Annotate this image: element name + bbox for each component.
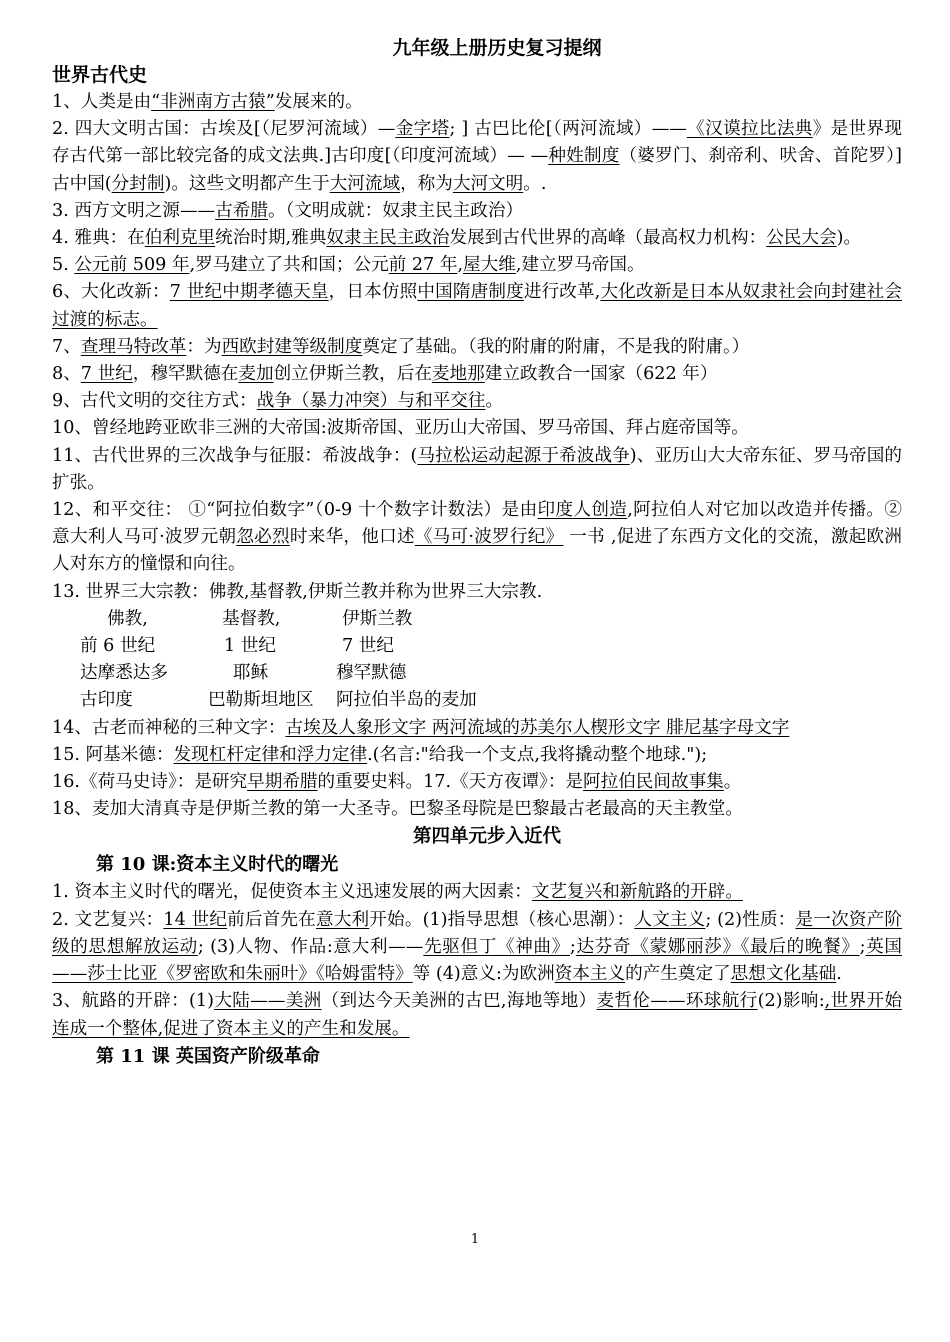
text-run: 。.: [523, 173, 547, 194]
list-item: [52, 497, 902, 579]
text-run: 7、: [52, 336, 81, 357]
text-run: 6、大化改新：: [52, 282, 170, 303]
underlined-text: 大陆——美洲: [213, 991, 322, 1012]
underlined-text: 古希腊: [215, 200, 268, 221]
underlined-text: 忽必烈: [236, 527, 290, 548]
list-item: [52, 116, 902, 198]
lesson-11-heading: 第 11 课 英国资产阶级革命: [96, 1045, 320, 1067]
underlined-text: 14 世纪: [163, 909, 228, 930]
text-run: ，称为: [400, 173, 453, 194]
text-run: 开始。(1)指导思想（核心思潮）：: [369, 909, 635, 930]
list-item: [52, 361, 902, 388]
text-run: 。（文明成就：奴隶主民主政治）: [267, 200, 524, 221]
text-run: ,罗马建立了共和国；公元: [189, 255, 389, 276]
list-item: [52, 443, 902, 497]
text-run: 9、古代文明的交往方式：: [52, 391, 257, 412]
underlined-text: 大河文明: [452, 173, 524, 194]
underlined-text: 屋大维: [463, 255, 516, 276]
text-run: 奠定了基础。（我的附庸的附庸，不是我的附庸。）: [362, 336, 750, 357]
text-run: ，日本仿照: [328, 282, 418, 303]
text-run: (2)影响:: [757, 991, 825, 1012]
underlined-text: “非洲南方古猿”: [151, 92, 275, 112]
text-run: ,阿拉伯人对它加以改造并传播。②意大利人马可·波罗元朝: [52, 500, 902, 548]
table-row: 佛教, 基督教, 伊斯兰教: [107, 608, 413, 629]
text-run: 一书 ,促进了东西方文化的交流，激起欧洲人对东方的憧憬和向往。: [52, 527, 902, 575]
section-heading-ancient-world: 世界古代史: [52, 64, 148, 86]
underlined-text: 古埃及人象形文字 两河流域的苏美尔人楔形文字 腓尼基字母文字: [285, 717, 790, 738]
list-item: [52, 415, 902, 442]
underlined-text: 战争（暴力冲突）与和平交往: [256, 391, 486, 412]
underlined-text: 人文主义: [634, 909, 706, 930]
underlined-text: 大河流域: [329, 173, 401, 194]
list-item: [52, 225, 902, 252]
underlined-text: 思想文化基础: [730, 964, 837, 985]
underlined-text: 麦哲伦——环球航行: [596, 991, 758, 1012]
underlined-text: 《汉谟拉比法典: [686, 119, 813, 140]
list-item: [52, 334, 902, 361]
list-item: [52, 879, 902, 906]
list-item: [52, 388, 902, 415]
text-run: ：为: [186, 336, 222, 357]
list-item: [52, 279, 902, 333]
text-run: 11、古代世界的三次战争与征服：希波战争：(: [52, 445, 418, 466]
underlined-text: 7 世纪中期孝德天皇: [169, 282, 329, 303]
text-run: 发展到古代世界的高峰（最高权力机构：: [449, 228, 767, 249]
text-run: （婆罗门、刹帝利、吠舍、首陀罗）] 古中国(: [52, 146, 902, 194]
underlined-text: 分封制: [111, 173, 165, 194]
ancient-history-items: [52, 89, 902, 606]
text-run: )。这些文明都产生于: [164, 173, 330, 194]
text-run: 时来华，他口述: [289, 527, 415, 548]
list-item: [52, 742, 902, 769]
underlined-text: 先驱但丁《神曲》: [423, 936, 570, 957]
text-run: 10、曾经地跨亚欧非三洲的大帝国:波斯帝国、亚历山大帝国、罗马帝国、拜占庭帝国等。: [52, 418, 749, 439]
text-run: 。: [723, 772, 742, 793]
text-run: 》是世界现存古代第一部比较完备的成文法典.]古印度[（印度河流域）— —: [52, 119, 902, 167]
underlined-text: 文艺复兴和新航路的开辟。: [531, 882, 743, 903]
text-run: 14、古老而神秘的三种文字：: [52, 717, 286, 738]
document-title: 九年级上册历史复习提纲: [392, 37, 602, 59]
text-run: 15. 阿基米德：: [52, 744, 174, 765]
underlined-text: 前 27 年: [388, 255, 458, 276]
underlined-text: 大化改新是日本从奴隶社会向封建社会过渡的标志。: [52, 282, 902, 330]
text-run: ; (2)性质：: [705, 909, 796, 930]
underlined-text: 是一次资产阶级的思想解放运动: [52, 909, 902, 957]
list-item: [52, 252, 902, 279]
underlined-text: 种姓制度: [548, 146, 620, 167]
religion-table: [52, 606, 902, 715]
underlined-text: 早期希腊: [247, 772, 318, 793]
underlined-text: 资本主义: [554, 964, 626, 985]
list-item: [52, 198, 902, 225]
text-run: ，穆罕默德在: [132, 364, 239, 385]
lesson-10-heading: 第 10 课:资本主义时代的曙光: [96, 854, 339, 876]
text-run: ;: [859, 936, 866, 957]
text-run: 1、人类是由: [52, 92, 152, 112]
list-item: [52, 796, 902, 823]
document-page: [52, 34, 902, 1071]
text-run: 1. 资本主义时代的曙光，促使资本主义迅速发展的两大因素：: [52, 882, 532, 903]
page-number: 1: [470, 1232, 480, 1247]
text-run: （到达今天美洲的古巴,海地等地）: [321, 991, 597, 1012]
list-item: [52, 579, 902, 606]
text-run: ; (3)人物、作品:意大利——: [197, 936, 424, 957]
underlined-text: 发现杠杆定律和浮力定律: [173, 744, 368, 765]
underlined-text: 中国隋唐制度: [417, 282, 524, 303]
list-item: [52, 89, 902, 116]
underlined-text: 《马可·波罗行纪》: [414, 527, 564, 548]
text-run: 16.《荷马史诗》：是研究: [52, 772, 248, 793]
list-item: [52, 769, 902, 796]
underlined-text: 英国——莎士比亚《罗密欧和朱丽叶》《哈姆雷特》: [52, 936, 902, 985]
text-run: ,建立罗马帝国。: [515, 255, 645, 276]
underlined-text: 公元前 509 年: [74, 255, 190, 276]
text-run: )、亚历山大大帝东征、罗马帝国的扩张。: [52, 445, 902, 493]
underlined-text: 伯利克里: [144, 228, 216, 249]
underlined-text: 麦加: [238, 364, 274, 385]
text-run: ;: [569, 936, 576, 957]
underlined-text: 阿拉伯民间故事集: [583, 772, 724, 793]
list-item: [52, 988, 902, 1042]
text-run: 4. 雅典：在: [52, 228, 145, 249]
text-run: 创立伊斯兰教，后在: [273, 364, 432, 385]
underlined-text: 7 世纪: [80, 364, 133, 385]
text-run: 前后首先在: [227, 909, 316, 930]
text-run: 发展来的。: [274, 92, 363, 112]
table-row: 达摩悉达多 耶稣 穆罕默德: [80, 663, 407, 684]
text-run: 5.: [52, 255, 75, 276]
text-run: 18、麦加大清真寺是伊斯兰教的第一大圣寺。巴黎圣母院是巴黎最古老最高的天主教堂。: [52, 799, 743, 820]
lesson-10-items: [52, 879, 902, 1042]
text-run: .(名言:"给我一个支点,我将撬动整个地球.");: [367, 744, 708, 765]
text-run: .: [836, 964, 842, 985]
text-run: 3、航路的开辟：(1): [52, 991, 214, 1012]
underlined-text: 麦地那: [431, 364, 485, 385]
list-item: [52, 907, 902, 989]
text-run: ,: [457, 255, 464, 276]
ancient-history-items-continued: [52, 715, 902, 824]
text-run: )。: [836, 228, 862, 249]
underlined-text: 印度人创造: [537, 500, 628, 521]
text-run: 12、和平交往： ①“阿拉伯数字”（0-9 十个数字计数法）是由: [52, 500, 538, 521]
table-row: 古印度 巴勒斯坦地区 阿拉伯半岛的麦加: [80, 690, 477, 711]
underlined-text: 查理马特改革: [80, 336, 187, 357]
text-run: 2. 四大文明古国：古埃及[（尼罗河流域）—: [52, 119, 396, 140]
text-run: 等 (4)意义:为欧洲: [412, 964, 555, 985]
text-run: 8、: [52, 364, 81, 385]
list-item: [52, 715, 902, 742]
underlined-text: 金字塔: [395, 119, 450, 140]
text-run: 进行改革,: [523, 282, 601, 303]
text-run: 2. 文艺复兴：: [52, 909, 164, 930]
text-run: 13. 世界三大宗教：佛教,基督教,伊斯兰教并称为世界三大宗教.: [52, 581, 543, 602]
underlined-text: 西欧封建等级制度: [221, 336, 363, 357]
underlined-text: 达芬奇《蒙娜丽莎》《最后的晚餐》: [575, 936, 860, 957]
text-run: 建立政教合一国家（622 年）: [484, 364, 718, 385]
unit-heading: 第四单元步入近代: [412, 826, 561, 848]
text-run: 的产生奠定了: [625, 964, 731, 985]
underlined-text: ,世界开始连成一个整体,促进了资本主义的产生和发展。: [52, 991, 902, 1039]
text-run: 。: [485, 391, 504, 412]
table-row: 前 6 世纪 1 世纪 7 世纪: [80, 636, 394, 657]
underlined-text: 意大利: [315, 909, 370, 930]
text-run: ; ] 古巴比伦[（两河流域）——: [449, 119, 687, 140]
text-run: 3. 西方文明之源——: [52, 200, 216, 221]
underlined-text: 马拉松运动起源于希波战争: [417, 445, 630, 466]
text-run: 的重要史料。17.《天方夜谭》：是: [317, 772, 584, 793]
underlined-text: 奴隶主民主政治: [326, 228, 450, 249]
underlined-text: 公民大会: [766, 228, 837, 249]
text-run: 统治时期,雅典: [215, 228, 327, 249]
